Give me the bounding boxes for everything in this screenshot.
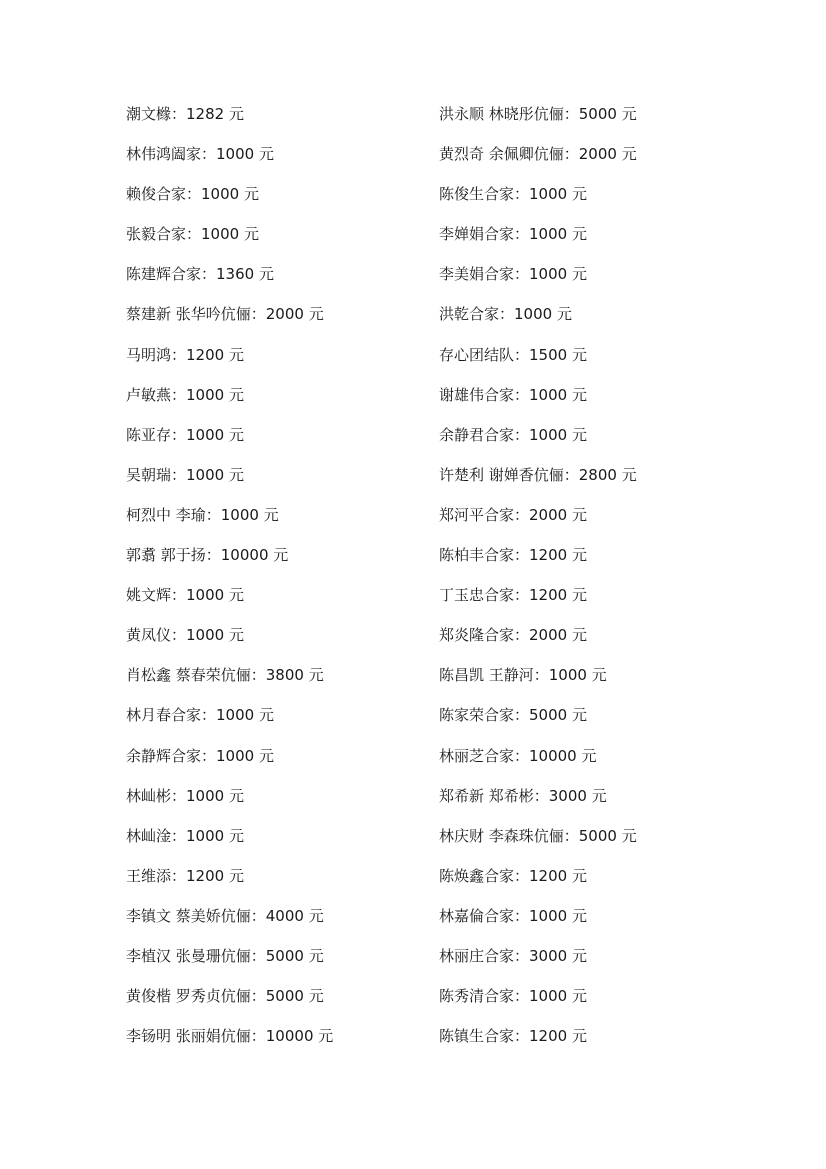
donor-entry: 赖俊合家：1000 元 [126, 185, 259, 204]
donor-entry: 林丽芝合家：10000 元 [439, 746, 597, 765]
donor-entry: 陈亚存：1000 元 [126, 425, 244, 444]
donor-entry: 丁玉忠合家：1200 元 [439, 586, 587, 605]
donor-list-right [439, 100, 759, 1062]
donor-entry: 李美娟合家：1000 元 [439, 265, 587, 284]
donor-entry: 许楚利 谢婵香伉俪：2800 元 [439, 465, 637, 484]
donor-entry: 肖松鑫 蔡春荣伉俪：3800 元 [126, 666, 324, 685]
donor-entry: 林伟鸿阖家：1000 元 [126, 145, 274, 164]
donor-entry: 存心团结队：1500 元 [439, 345, 587, 364]
donor-entry: 吴朝瑞：1000 元 [126, 465, 244, 484]
donor-entry: 陈焕鑫合家：1200 元 [439, 866, 587, 885]
donor-entry: 陈镇生合家：1200 元 [439, 1027, 587, 1046]
donor-entry: 王维添：1200 元 [126, 866, 244, 885]
donor-entry: 郭翥 郭于扬：10000 元 [126, 546, 289, 565]
donor-entry: 黄凤仪：1000 元 [126, 626, 244, 645]
donor-entry: 谢雄伟合家：1000 元 [439, 385, 587, 404]
donor-entry: 郑河平合家：2000 元 [439, 505, 587, 524]
donor-entry: 洪乾合家：1000 元 [439, 305, 572, 324]
donor-entry: 林嘉倫合家：1000 元 [439, 906, 587, 925]
donor-entry: 蔡建新 张华吟伉俪：2000 元 [126, 305, 324, 324]
donor-entry: 黄俊楷 罗秀贞伉俪：5000 元 [126, 987, 324, 1006]
donor-entry: 郑希新 郑希彬：3000 元 [439, 786, 607, 805]
donor-entry: 陈建辉合家：1360 元 [126, 265, 274, 284]
donor-entry: 林庆财 李森珠伉俪：5000 元 [439, 826, 637, 845]
donor-entry: 黄烈奇 余佩卿伉俪：2000 元 [439, 145, 637, 164]
donor-entry: 李植汉 张曼珊伉俪：5000 元 [126, 946, 324, 965]
donor-entry: 潮文橼：1282 元 [126, 105, 244, 123]
donor-entry: 陈秀清合家：1000 元 [439, 987, 587, 1006]
donor-entry: 林屾彬：1000 元 [126, 786, 244, 805]
donor-entry: 林丽庄合家：3000 元 [439, 946, 587, 965]
donor-entry: 余静君合家：1000 元 [439, 425, 587, 444]
donor-entry: 马明鸿：1200 元 [126, 345, 244, 364]
donor-entry: 郑炎隆合家：2000 元 [439, 626, 587, 645]
donor-entry: 李婵娟合家：1000 元 [439, 225, 587, 244]
donor-entry: 李钖明 张丽娟伉俪：10000 元 [126, 1027, 334, 1046]
donor-entry: 李镇文 蔡美娇伉俪：4000 元 [126, 906, 324, 925]
donor-entry: 陈昌凯 王静河：1000 元 [439, 666, 607, 685]
donor-entry: 林月春合家：1000 元 [126, 706, 274, 725]
donor-entry: 柯烈中 李瑜：1000 元 [126, 505, 279, 524]
donor-entry: 陈柏丰合家：1200 元 [439, 546, 587, 565]
donor-entry: 林屾淦：1000 元 [126, 826, 244, 845]
donor-entry: 卢敏燕：1000 元 [126, 385, 244, 404]
donor-list-left [126, 100, 446, 1062]
donor-entry: 陈俊生合家：1000 元 [439, 185, 587, 204]
donor-entry: 陈家荣合家：5000 元 [439, 706, 587, 725]
donor-entry: 洪永顺 林晓彤伉俪：5000 元 [439, 105, 637, 123]
donor-entry: 姚文辉：1000 元 [126, 586, 244, 605]
donor-entry: 张毅合家：1000 元 [126, 225, 259, 244]
donor-entry: 余静辉合家：1000 元 [126, 746, 274, 765]
